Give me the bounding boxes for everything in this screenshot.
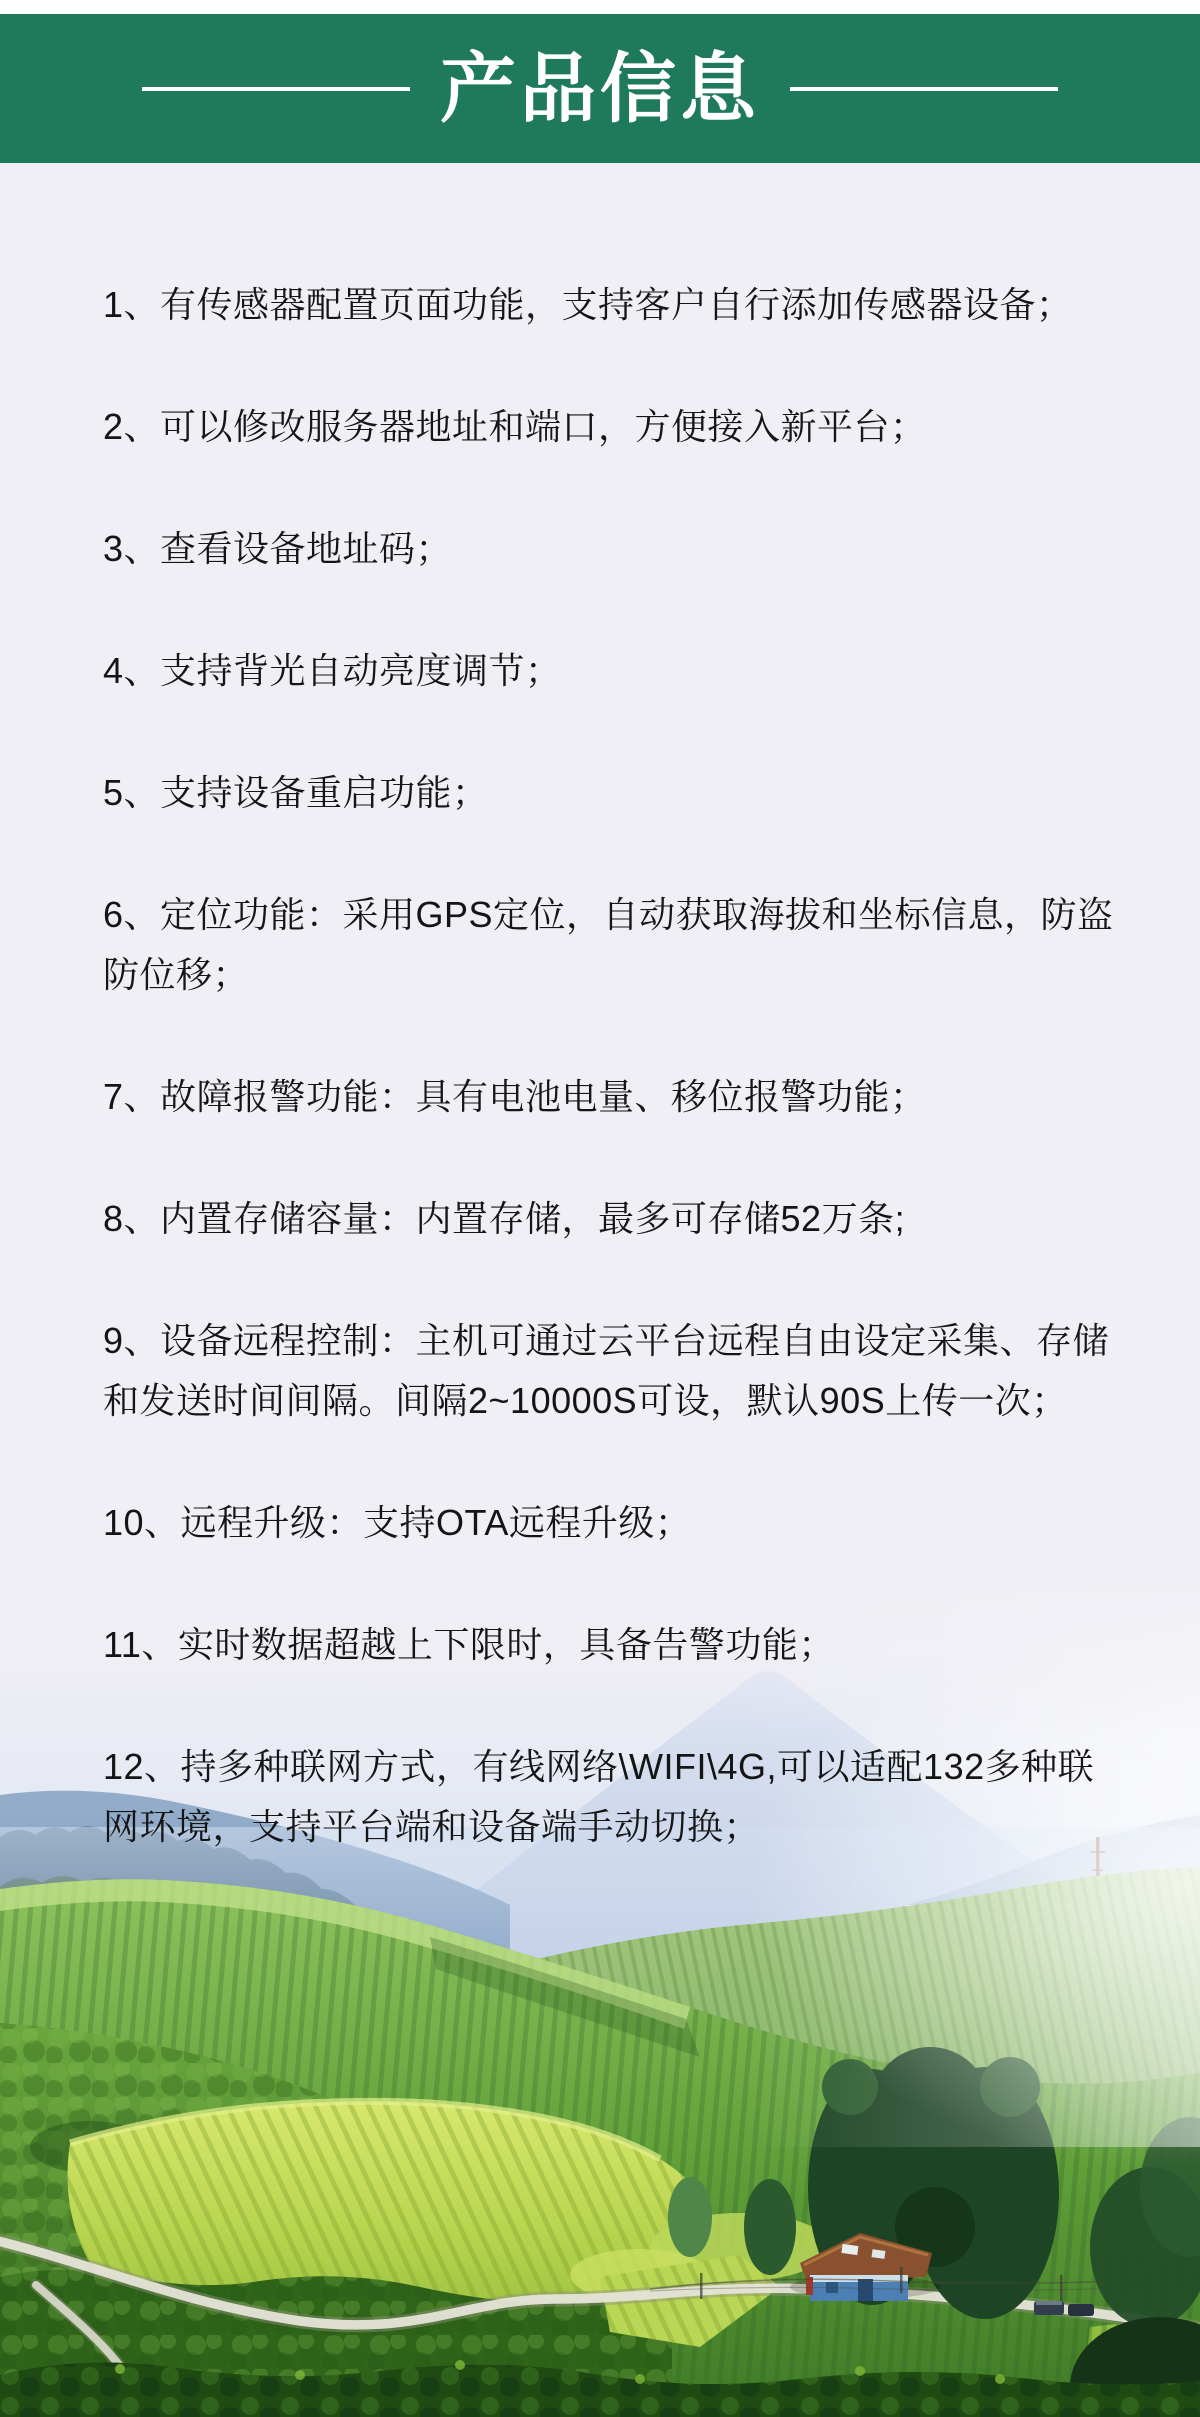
feature-item: 12、持多种联网方式，有线网络\WIFI\4G,可以适配132多种联网环境，支持平台端和设备端手动切换； (103, 1746, 1095, 1847)
page-title: 产品信息 (440, 43, 760, 133)
feature-item: 6、定位功能：采用GPS定位，自动获取海拔和坐标信息，防盗防位移； (103, 894, 1114, 995)
feature-item: 5、支持设备重启功能； (103, 772, 489, 813)
feature-item: 3、查看设备地址码； (103, 528, 453, 569)
feature-item: 9、设备远程控制：主机可通过云平台远程自由设定采集、存储和发送时间间隔。间隔2~10000S可设，默认90S上传一次； (103, 1320, 1110, 1421)
feature-item: 8、内置存储容量：内置存储，最多可存储52万条; (103, 1198, 906, 1239)
top-white-strip (0, 0, 1200, 14)
header-banner (0, 14, 1200, 163)
feature-list (103, 275, 1125, 1919)
feature-item: 10、远程升级：支持OTA远程升级； (103, 1502, 692, 1543)
feature-item: 7、故障报警功能：具有电池电量、移位报警功能； (103, 1076, 927, 1117)
feature-item: 1、有传感器配置页面功能，支持客户自行添加传感器设备； (103, 284, 1073, 325)
title-divider-left-line (142, 87, 410, 91)
feature-item: 2、可以修改服务器地址和端口，方便接入新平台； (103, 406, 927, 447)
title-divider-right-line (790, 87, 1058, 91)
feature-item: 4、支持背光自动亮度调节； (103, 650, 562, 691)
feature-item: 11、实时数据超越上下限时，具备告警功能； (103, 1624, 835, 1665)
